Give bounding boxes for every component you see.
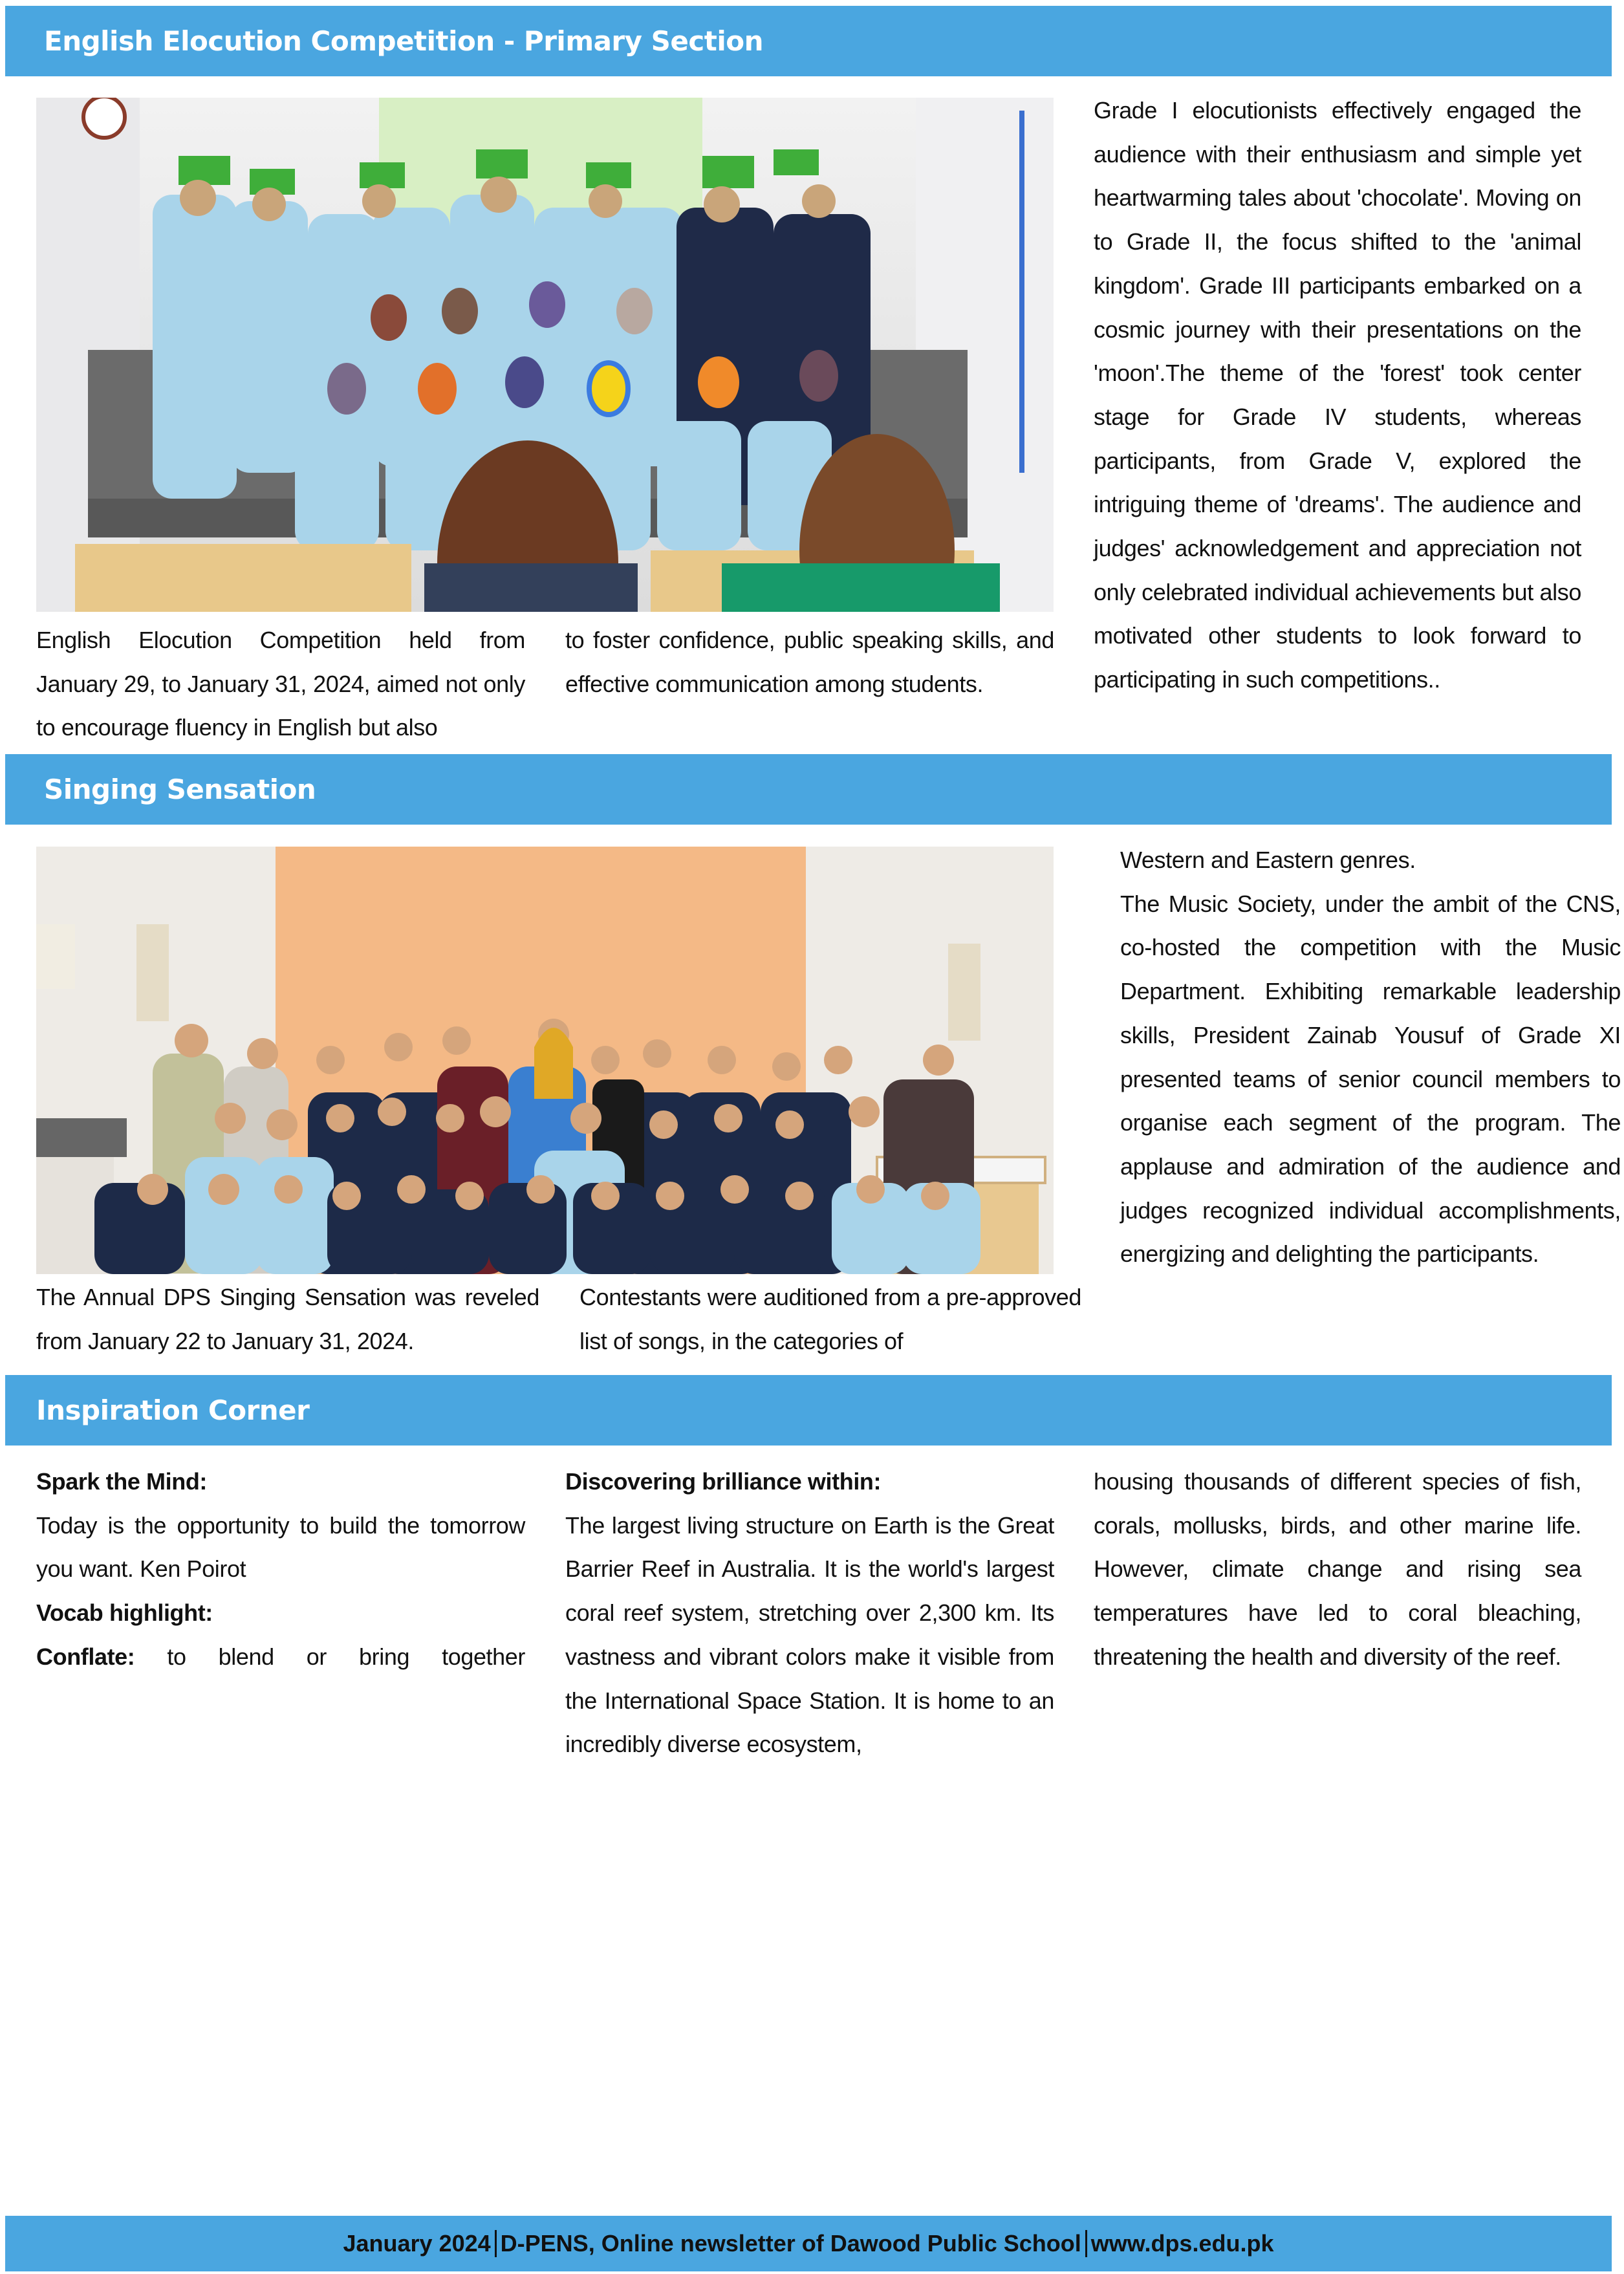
section-header-inspiration xyxy=(5,1375,1612,1446)
singing-photo xyxy=(36,847,1054,1274)
singing-text-col3-p2: The Music Society, under the ambit of the CNS, co-hosted the competition with the Music Department. Exhibiting remarkable leadership skills, President Zainab Yousuf of Grade XI presented teams of senior council members to organise each segment of the program. The applause and admiration of the audience and judges recognized individual accomplishments, energizing and delighting the participants. xyxy=(1120,890,1621,1268)
singing-photo-illustration xyxy=(36,847,1054,1274)
footer-publication: D-PENS, Online newsletter of Dawood Public School xyxy=(500,2230,1081,2257)
vocab-definition: to blend or bring together xyxy=(135,1643,525,1670)
spark-quote: Today is the opportunity to build the tomorrow you want. Ken Poirot xyxy=(36,1511,525,1583)
discover-heading: Discovering brilliance within: xyxy=(565,1468,882,1495)
footer-date: January 2024 xyxy=(343,2230,491,2257)
vocab-word: Conflate: xyxy=(36,1643,135,1670)
discover-text-b: housing thousands of different species of fish, corals, mollusks, birds, and other marine life. However, climate change and rising sea temperatures have led to coral bleaching, threatening the health and diversity of the reef. xyxy=(1094,1468,1581,1670)
elocution-photo xyxy=(36,98,1054,612)
elocution-photo-illustration xyxy=(36,98,1054,612)
footer xyxy=(5,2216,1612,2271)
inspiration-col1 xyxy=(36,1460,525,1679)
section-title: English Elocution Competition - Primary Section xyxy=(44,25,763,57)
elocution-text-col3: Grade I elocutionists effectively engaged the audience with their enthusiasm and simple yet heartwarming tales about 'chocolate'. Moving on to Grade II, the focus shifted to the 'animal kingdom'. Grade III participants embarked on a cosmic journey with their presentations on the 'moon'.The theme of the 'forest' took center stage for Grade IV students, whereas participants, from Grade V, explored the intriguing theme of 'dreams'. The audience and judges' acknowledgement and appreciation not only celebrated individual achievements but also motivated other students to look forward to participating in such competitions.. xyxy=(1094,97,1581,693)
footer-separator xyxy=(495,2230,497,2257)
singing-text-col3 xyxy=(1120,838,1621,1276)
section-header-elocution xyxy=(5,6,1612,76)
discover-text-a: The largest living structure on Earth is the Great Barrier Reef in Australia. It is the world's largest coral reef system, stretching over 2,300 km. Its vastness and vibrant colors make it visible from the International Space Station. It is home to an incredibly diverse ecosystem, xyxy=(565,1511,1054,1758)
elocution-text-col1: English Elocution Competition held from January 29, to January 31, 2024, aimed not only to encourage fluency in English but also xyxy=(36,627,525,741)
footer-separator xyxy=(1085,2230,1087,2257)
section-header-singing xyxy=(5,754,1612,825)
inspiration-col3 xyxy=(1094,1460,1581,1679)
singing-text-col1: The Annual DPS Singing Sensation was reveled from January 22 to January 31, 2024. xyxy=(36,1284,539,1354)
section-title: Inspiration Corner xyxy=(36,1394,310,1426)
vocab-heading: Vocab highlight: xyxy=(36,1599,213,1627)
singing-text-col3-p1: Western and Eastern genres. xyxy=(1120,847,1416,873)
section-title: Singing Sensation xyxy=(44,774,316,805)
footer-website-link[interactable]: www.dps.edu.pk xyxy=(1090,2230,1274,2257)
spark-heading: Spark the Mind: xyxy=(36,1468,208,1495)
inspiration-col2 xyxy=(565,1460,1054,1766)
elocution-text-col2: to foster confidence, public speaking skills, and effective communication among students. xyxy=(565,627,1054,697)
singing-text-col2: Contestants were auditioned from a pre-approved list of songs, in the categories of xyxy=(579,1284,1081,1354)
